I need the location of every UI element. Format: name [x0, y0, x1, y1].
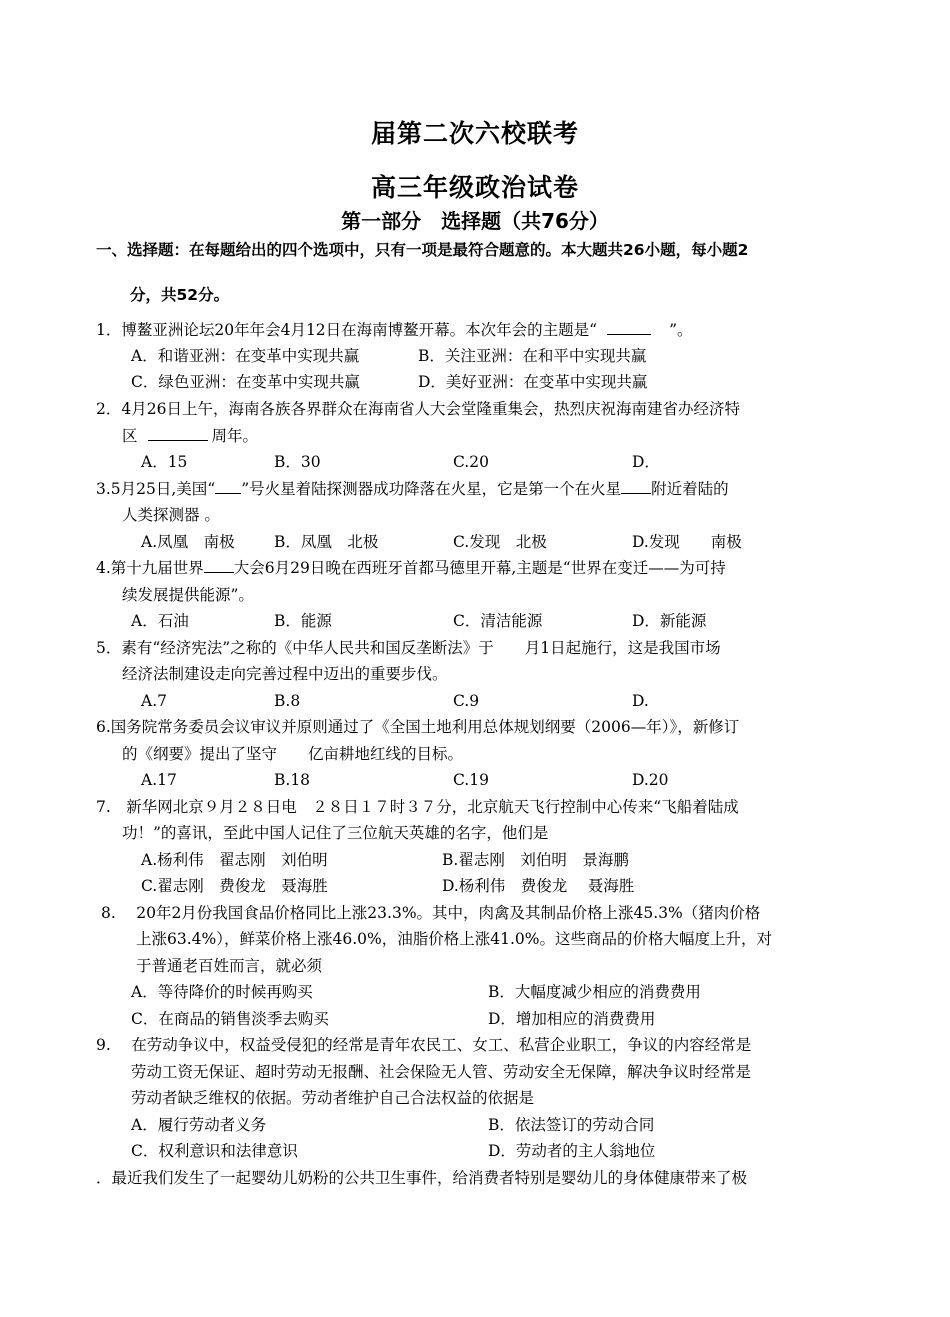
question-2-option-c: C.20 — [453, 453, 489, 471]
question-9-option-c: C．权利意识和法律意识 — [131, 1142, 298, 1160]
question-2-stem-2a: 区 — [122, 427, 138, 445]
question-8-stem-line-3: 于普通老百姓而言，就必须 — [136, 957, 323, 975]
question-8-option-d: D．增加相应的消费费用 — [488, 1010, 656, 1028]
question-1-stem-a: 1．博鳌亚洲论坛20年年会4月12日在海南博鳌开幕。本次年会的主题是“ — [96, 321, 598, 339]
question-4-option-a: A．石油 — [131, 612, 189, 630]
question-4-option-d: D．新能源 — [632, 612, 707, 630]
question-1-option-b: B．关注亚洲：在和平中实现共赢 — [418, 347, 647, 365]
question-8-stem-line-2: 上涨63.4%），鲜菜价格上涨46.0%，油脂价格上涨41.0%。这些商品的价格大幅度上升，对 — [136, 930, 772, 948]
question-5-option-a: A.7 — [141, 692, 167, 710]
question-5-option-c: C.9 — [453, 692, 480, 710]
question-5-stem-line-2: 经济法制建设走向完善过程中迈出的重要步伐。 — [122, 665, 448, 683]
question-6-stem-line-2: 的《纲要》提出了坚守 亿亩耕地红线的目标。 — [122, 745, 464, 763]
question-2-option-a: A．15 — [141, 453, 188, 471]
question-1-option-c: C．绿色亚洲：在变革中实现共赢 — [131, 373, 360, 391]
question-9-stem-line-1: 9. 在劳动争议中，权益受侵犯的经常是青年农民工、女工、私营企业职工，争议的内容经常是 — [96, 1036, 752, 1054]
question-7-option-b: B.翟志刚 刘伯明 景海鹏 — [442, 851, 629, 869]
question-4-option-b: B．能源 — [274, 612, 332, 630]
part-title: 第一部分 选择题（共76分） — [341, 209, 609, 233]
question-9-option-d: D．劳动者的主人翁地位 — [488, 1142, 656, 1160]
question-9-option-a: A．履行劳动者义务 — [131, 1116, 267, 1134]
question-1-stem-b: ”。 — [669, 321, 693, 339]
answer-blank — [607, 320, 651, 335]
question-1-option-a: A．和谐亚洲：在变革中实现共赢 — [131, 347, 360, 365]
question-3-stem-c: 附近着陆的 — [651, 480, 729, 498]
question-3-option-d: D.发现 南极 — [632, 533, 742, 551]
question-1-option-d: D．美好亚洲：在变革中实现共赢 — [418, 373, 648, 391]
instruction-line-2: 分，共52分。 — [130, 286, 230, 304]
question-7-option-d: D.杨利伟 费俊龙 聂海胜 — [442, 877, 635, 895]
question-2-option-b: B．30 — [274, 453, 321, 471]
question-9-stem-line-3: 劳动者缺乏维权的依据。劳动者维护自己合法权益的依据是 — [131, 1089, 535, 1107]
question-7-stem-line-2: 功！”的喜讯，至此中国人记住了三位航天英雄的名字，他们是 — [122, 824, 549, 842]
question-10-stem-line-1: ．最近我们发生了一起婴幼儿奶粉的公共卫生事件，给消费者特别是婴幼儿的身体健康带来了极 — [96, 1169, 748, 1187]
question-9-option-b: B．依法签订的劳动合同 — [488, 1116, 655, 1134]
question-6-option-a: A.17 — [141, 771, 177, 789]
exam-subtitle: 高三年级政治试卷 — [370, 173, 579, 202]
question-3-stem-b: ”号火星着陆探测器成功降落在火星，它是第一个在火星 — [241, 480, 622, 498]
question-3-option-c: C.发现 北极 — [453, 533, 547, 551]
question-3-option-a: A.凤凰 南极 — [141, 533, 235, 551]
question-5-option-d: D. — [632, 692, 649, 710]
question-6-stem-line-1: 6.国务院常务委员会议审议并原则通过了《全国土地利用总体规划纲要（2006—年）》，新修订 — [96, 718, 740, 736]
question-6-option-c: C.19 — [453, 771, 489, 789]
question-4-stem-line-2: 续发展提供能源”。 — [122, 586, 254, 604]
question-4-stem-a: 4.第十九届世界 — [96, 559, 204, 577]
question-4-stem-line-1 — [96, 558, 726, 578]
question-3-stem-line-1 — [96, 479, 729, 499]
question-7-option-c: C.翟志刚 费俊龙 聂海胜 — [141, 877, 328, 895]
answer-blank — [148, 426, 208, 441]
question-4-stem-b: 大会6月29日晚在西班牙首都马德里开幕,主题是“世界在变迁——为可持 — [233, 559, 726, 577]
question-3-stem-line-2: 人类探测器 。 — [122, 506, 220, 524]
question-2-stem-line-2 — [122, 426, 258, 446]
question-8-option-c: C．在商品的销售淡季去购买 — [131, 1010, 329, 1028]
instruction-line-1: 一、选择题：在每题给出的四个选项中，只有一项是最符合题意的。本大题共26小题，每小题2 — [96, 241, 749, 259]
question-5-stem-line-1: 5．素有“经济宪法”之称的《中华人民共和国反垄断法》于 月1日起施行，这是我国市场 — [96, 639, 721, 657]
question-2-stem-2b: 周年。 — [211, 427, 259, 445]
question-4-option-c: C．清洁能源 — [453, 612, 543, 630]
question-2-option-d: D． — [632, 453, 660, 471]
question-5-option-b: B.8 — [274, 692, 301, 710]
question-6-option-d: D.20 — [632, 771, 669, 789]
exam-title: 届第二次六校联考 — [370, 119, 579, 148]
answer-blank — [621, 479, 651, 494]
question-9-stem-line-2: 劳动工资无保证、超时劳动无报酬、社会保险无人管、劳动安全无保障，解决争议时经常是 — [131, 1063, 752, 1081]
question-3-stem-a: 3.5月25日,美国“ — [96, 480, 216, 498]
question-6-option-b: B.18 — [274, 771, 311, 789]
question-7-option-a: A.杨利伟 翟志刚 刘伯明 — [141, 851, 328, 869]
question-8-stem-line-1: 8. 20年2月份我国食品价格同比上涨23.3%。其中，肉禽及其制品价格上涨45.3%（猪肉价格 — [101, 904, 761, 922]
question-3-option-b: B．凤凰 北极 — [274, 533, 379, 551]
question-8-option-a: A．等待降价的时候再购买 — [131, 983, 313, 1001]
question-2-stem-line-1: 2．4月26日上午，海南各族各界群众在海南省人大会堂隆重集会，热烈庆祝海南建省办经济特 — [96, 400, 740, 418]
answer-blank — [215, 479, 241, 494]
question-8-option-b: B．大幅度减少相应的消费费用 — [488, 983, 701, 1001]
question-7-stem-line-1: 7. 新华网北京９月２８日电 ２８日１７时３７分，北京航天飞行控制中心传来“飞船着陆成 — [96, 798, 739, 816]
question-1-stem — [96, 320, 693, 340]
answer-blank — [204, 558, 234, 573]
